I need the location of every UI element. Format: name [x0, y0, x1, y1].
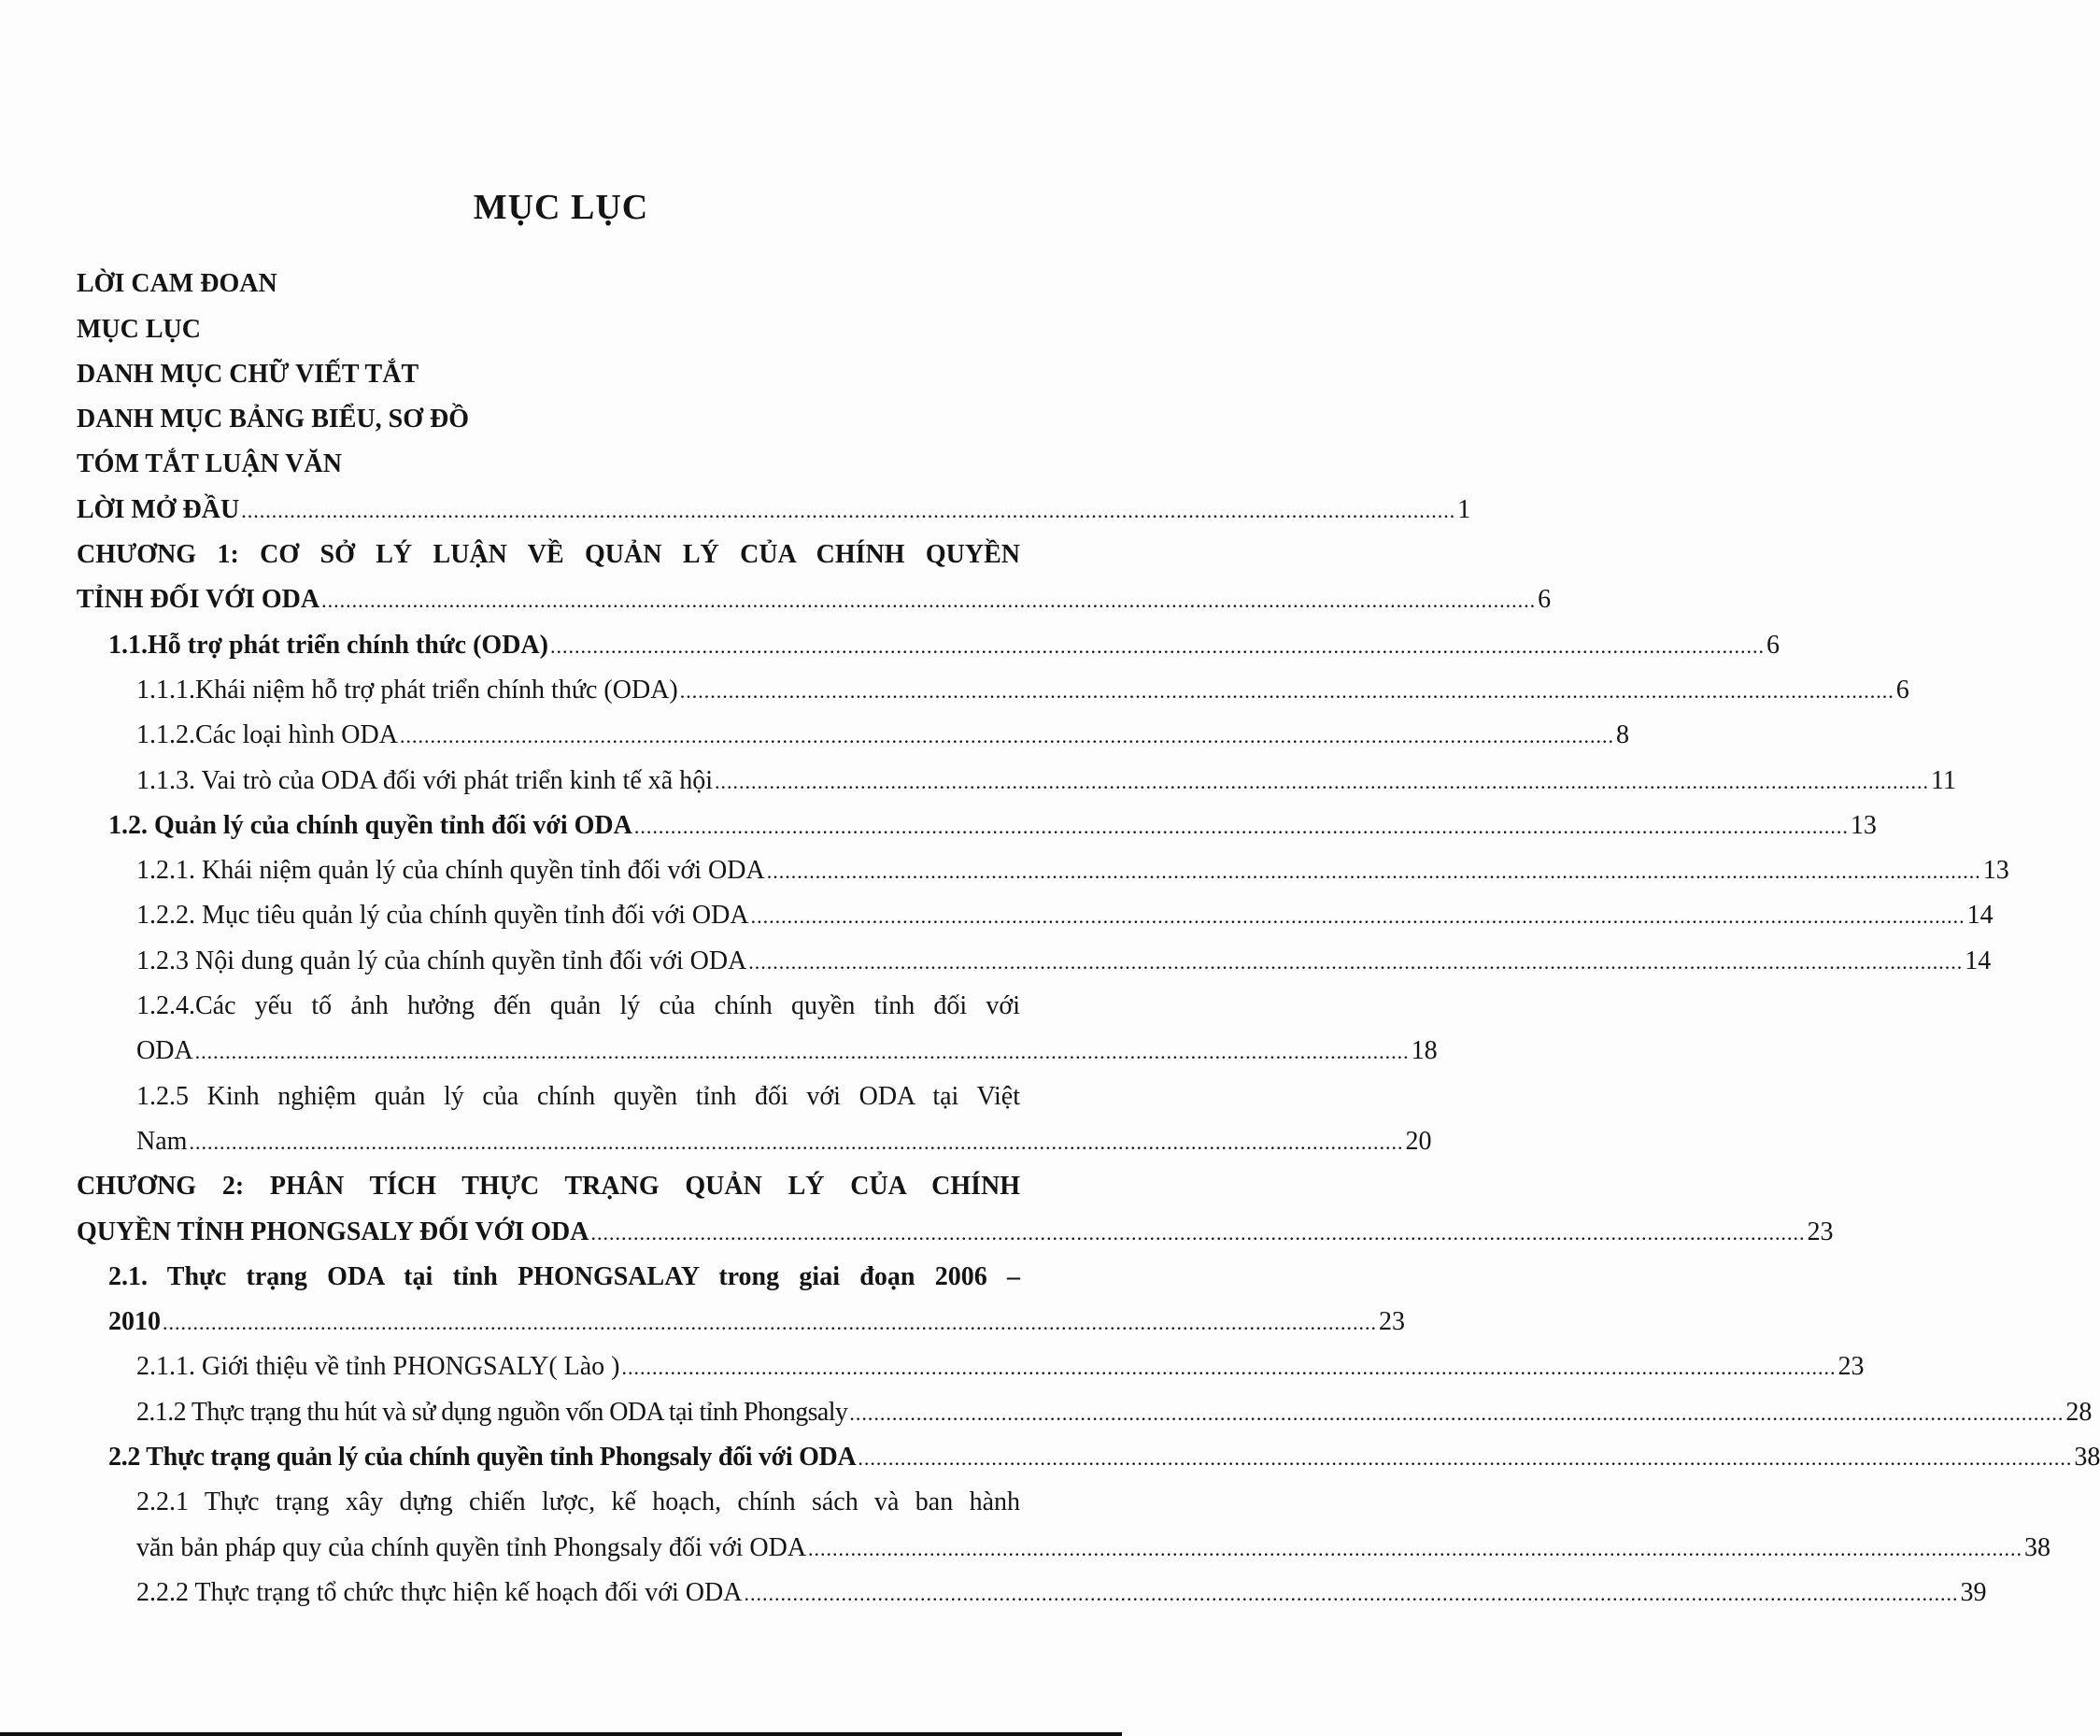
toc-entry-continued[interactable]	[77, 1517, 2051, 1562]
toc-page-number: 14	[1966, 901, 1994, 931]
toc-entry[interactable]	[77, 1157, 1020, 1202]
toc-entry[interactable]	[77, 525, 1020, 570]
toc-leader-dots: ........................................................................................................................................................................................................	[714, 769, 1929, 793]
toc-page-number: 13	[1982, 856, 2009, 886]
toc-entry-text: 2.1. Thực trạng ODA tại tỉnh PHONGSALAY trong giai đoạn 2006 –	[108, 1261, 1020, 1291]
toc-entry-text: 1.2.5 Kinh nghiệm quản lý của chính quyền tỉnh đối với ODA tại Việt	[136, 1081, 1020, 1111]
toc-page-number: 6	[1895, 675, 1909, 704]
toc-entry-text: TÓM TẮT LUẬN VĂN	[77, 449, 342, 479]
toc-entry[interactable]	[77, 345, 1020, 390]
toc-entry-text: văn bản pháp quy của chính quyền tỉnh Phongsaly đối với ODA	[136, 1532, 807, 1562]
toc-entry-text: LỜI CAM ĐOAN	[77, 269, 277, 299]
toc-entry[interactable]	[77, 254, 1020, 299]
toc-page-number: 23	[1379, 1307, 1405, 1337]
toc-entry-text: 2.1.2 Thực trạng thu hút và sử dụng nguồn vốn ODA tại tỉnh Phongsaly	[136, 1397, 848, 1427]
toc-page-number: 39	[1960, 1577, 1987, 1607]
toc-page-number: 8	[1615, 720, 1629, 750]
toc-entry[interactable]	[77, 931, 1992, 975]
toc-entry-text: 1.2.1. Khái niệm quản lý của chính quyền tỉnh đối với ODA	[136, 856, 765, 886]
toc-entry[interactable]	[77, 299, 1020, 344]
toc-entry[interactable]	[77, 976, 1020, 1021]
toc-entry-text: 1.2.3 Nội dung quản lý của chính quyền tỉnh đối với ODA	[136, 946, 747, 975]
toc-page-number: 23	[1807, 1217, 1834, 1246]
toc-page-number: 28	[2065, 1397, 2093, 1427]
toc-entry-text: TỈNH ĐỐI VỚI ODA	[77, 585, 320, 615]
toc-entry-text: 2.2.1 Thực trạng xây dựng chiến lược, kế hoạch, chính sách và ban hành	[136, 1487, 1020, 1517]
toc-entry-text: Nam	[136, 1126, 188, 1156]
toc-page-number: 6	[1766, 630, 1780, 660]
toc-leader-dots: ........................................................................................................................................................................................................	[748, 949, 1964, 974]
toc-entry[interactable]	[77, 1473, 1020, 1517]
toc-entry-text: CHƯƠNG 1: CƠ SỞ LÝ LUẬN VỀ QUẢN LÝ CỦA CHÍNH QUYỀN	[77, 540, 1020, 570]
toc-entry-text: LỜI MỞ ĐẦU	[77, 494, 240, 524]
toc-entry[interactable]	[77, 479, 1471, 524]
toc-leader-dots: ........................................................................................................................................................................................................	[241, 498, 1456, 522]
toc-entry[interactable]	[77, 615, 1780, 660]
toc-leader-dots: ........................................................................................................................................................................................................	[808, 1536, 2023, 1560]
toc-entry-text: DANH MỤC CHỮ VIẾT TẮT	[77, 359, 419, 389]
toc-page-number: 1	[1457, 494, 1471, 524]
toc-entry[interactable]	[77, 434, 1020, 479]
toc-leader-dots: ........................................................................................................................................................................................................	[163, 1311, 1377, 1335]
toc-leader-dots: ........................................................................................................................................................................................................	[189, 1130, 1404, 1154]
toc-entry[interactable]	[77, 1066, 1020, 1111]
toc-entry-text: 1.1.1.Khái niệm hỗ trợ phát triển chính thức (ODA)	[136, 675, 678, 704]
toc-page-number: 6	[1538, 585, 1552, 615]
toc-entry-continued[interactable]	[77, 570, 1552, 615]
toc-leader-dots: ........................................................................................................................................................................................................	[321, 589, 1537, 613]
toc-page-number: 38	[2074, 1443, 2100, 1473]
toc-leader-dots: ........................................................................................................................................................................................................	[858, 1446, 2073, 1471]
toc-entry-continued[interactable]	[77, 1292, 1405, 1337]
toc-entry-text: 1.1.3. Vai trò của ODA đối với phát triển kinh tế xã hội	[136, 765, 713, 795]
toc-entry-text: DANH MỤC BẢNG BIỂU, SƠ ĐỒ	[77, 405, 470, 434]
toc-entry-text: 2010	[108, 1307, 161, 1337]
toc-entry-text: 2.2.2 Thực trạng tổ chức thực hiện kế hoạch đối với ODA	[136, 1577, 743, 1607]
toc-entry-text: 1.2. Quản lý của chính quyền tỉnh đối với ODA	[108, 810, 632, 840]
toc-entry[interactable]	[77, 1563, 1987, 1608]
table-of-contents	[77, 254, 2100, 1608]
toc-page-number: 13	[1850, 810, 1877, 840]
toc-entry-continued[interactable]	[77, 1202, 1834, 1246]
toc-page-number: 11	[1930, 765, 1956, 795]
page-title: MỤC LỤC	[473, 188, 649, 227]
toc-page-number: 38	[2024, 1532, 2051, 1562]
toc-entry[interactable]	[77, 841, 2009, 886]
toc-leader-dots: ........................................................................................................................................................................................................	[399, 724, 1614, 748]
toc-entry[interactable]	[77, 1428, 2100, 1473]
toc-leader-dots: ........................................................................................................................................................................................................	[633, 814, 1849, 838]
toc-entry[interactable]	[77, 661, 1909, 705]
toc-entry[interactable]	[77, 796, 1877, 841]
toc-page-number: 20	[1405, 1126, 1432, 1156]
toc-entry[interactable]	[77, 1247, 1020, 1292]
toc-leader-dots: ........................................................................................................................................................................................................	[590, 1220, 1806, 1245]
toc-entry[interactable]	[77, 390, 1020, 434]
toc-page-number: 18	[1411, 1036, 1438, 1066]
toc-leader-dots: ........................................................................................................................................................................................................	[194, 1040, 1410, 1064]
toc-entry[interactable]	[77, 705, 1629, 750]
scan-bottom-edge	[0, 1732, 1122, 1736]
toc-page-number: 14	[1965, 946, 1992, 975]
toc-entry-text: 1.1.2.Các loại hình ODA	[136, 720, 398, 750]
toc-entry[interactable]	[77, 1337, 1865, 1382]
toc-entry-text: QUYỀN TỈNH PHONGSALY ĐỐI VỚI ODA	[77, 1217, 589, 1246]
toc-page-number: 23	[1838, 1352, 1865, 1382]
toc-leader-dots: ........................................................................................................................................................................................................	[679, 678, 1894, 703]
toc-entry-text: 1.1.Hỗ trợ phát triển chính thức (ODA)	[108, 630, 548, 660]
toc-leader-dots: ........................................................................................................................................................................................................	[621, 1356, 1837, 1380]
toc-leader-dots: ........................................................................................................................................................................................................	[549, 633, 1765, 658]
toc-entry-continued[interactable]	[77, 1112, 1432, 1157]
toc-entry[interactable]	[77, 1382, 2093, 1427]
toc-entry-text: 1.2.2. Mục tiêu quản lý của chính quyền tỉnh đối với ODA	[136, 901, 749, 931]
toc-entry-continued[interactable]	[77, 1021, 1438, 1066]
toc-entry-text: 2.1.1. Giới thiệu về tỉnh PHONGSALY( Lào )	[136, 1352, 620, 1382]
toc-entry-text: MỤC LỤC	[77, 314, 201, 344]
toc-entry-text: CHƯƠNG 2: PHÂN TÍCH THỰC TRẠNG QUẢN LÝ CỦA CHÍNH	[77, 1172, 1020, 1202]
toc-leader-dots: ........................................................................................................................................................................................................	[750, 904, 1965, 929]
toc-leader-dots: ........................................................................................................................................................................................................	[766, 860, 1981, 884]
toc-entry[interactable]	[77, 750, 1956, 795]
toc-entry-text: 1.2.4.Các yếu tố ảnh hưởng đến quản lý của chính quyền tỉnh đối với	[136, 991, 1020, 1021]
toc-entry-text: ODA	[136, 1036, 193, 1066]
toc-leader-dots: ........................................................................................................................................................................................................	[744, 1581, 1959, 1605]
toc-leader-dots: ........................................................................................................................................................................................................	[849, 1401, 2065, 1425]
toc-entry-text: 2.2 Thực trạng quản lý của chính quyền tỉnh Phongsaly đối với ODA	[108, 1443, 857, 1473]
toc-entry[interactable]	[77, 886, 1994, 931]
